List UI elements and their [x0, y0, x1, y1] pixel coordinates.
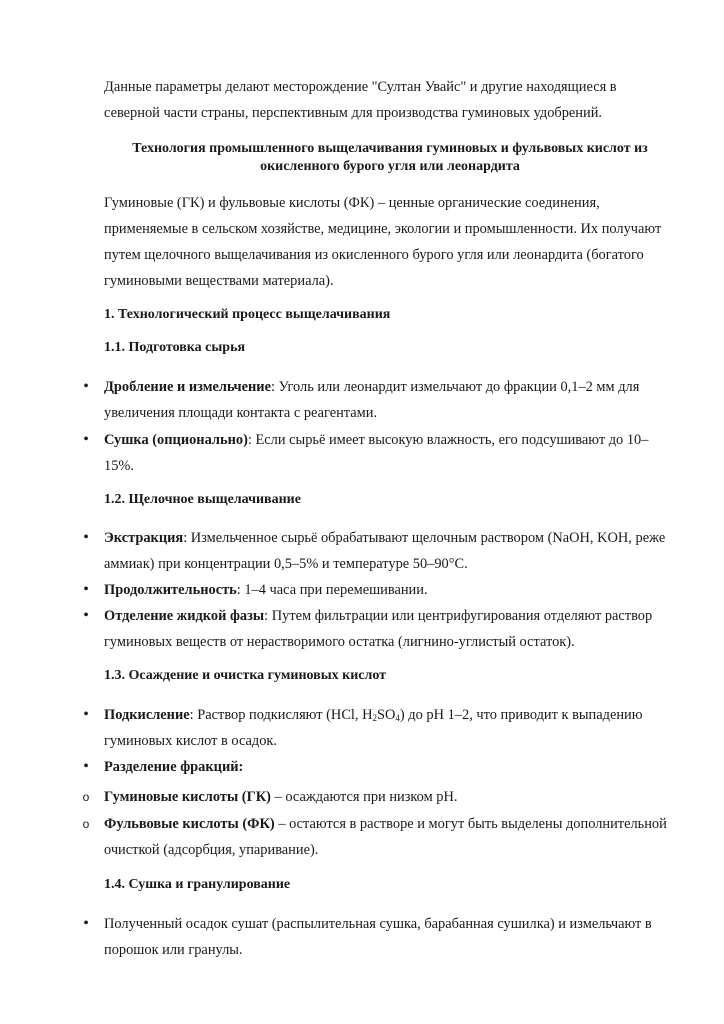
bullet-icon — [79, 603, 93, 630]
list-item — [104, 374, 676, 426]
bullet-icon — [79, 577, 93, 604]
list-item-term: Подкисление — [104, 707, 190, 723]
list-item-text: : Путем фильтрации или центрифугирования отделяют раствор гуминовых веществ от нерастворимого остатка (лигнино-углистый остаток). — [104, 608, 653, 650]
list-item — [104, 525, 676, 577]
list-item — [104, 577, 676, 603]
section-1-3-heading: 1.3. Осаждение и очистка гуминовых кислот — [104, 668, 387, 683]
intro-paragraph: Данные параметры делают месторождение "Султан Увайс" и другие находящиеся в северной части страны, перспективным для производства гуминовых удобрений. — [104, 79, 617, 121]
bullet-icon — [79, 374, 93, 401]
sub-list-item — [104, 784, 676, 810]
list-item-text: – остаются в растворе и могут быть выделены дополнительной очисткой (адсорбция, упаривание). — [104, 816, 667, 858]
bullet-icon — [79, 754, 93, 781]
list-item-text: : Уголь или леонардит измельчают до фракции 0,1–2 мм для увеличения площади контакта с реагентами. — [104, 379, 640, 421]
section-1-4-heading: 1.4. Сушка и гранулирование — [104, 877, 291, 892]
list-item-text: : 1–4 часа при перемешивании. — [236, 582, 428, 598]
list-item-term: Фульвовые кислоты (ФК) — [104, 816, 275, 832]
bullet-icon — [79, 427, 93, 454]
section-1-1-heading: 1.1. Подготовка сырья — [104, 340, 246, 355]
bullet-icon — [79, 525, 93, 552]
title-line-2: окисленного бурого угля или леонардита — [260, 159, 520, 174]
circle-bullet-icon — [79, 811, 93, 838]
circle-bullet-icon — [79, 784, 93, 811]
list-item-term: Гуминовые кислоты (ГК) — [104, 789, 271, 805]
list-item-term: Экстракция — [104, 530, 184, 546]
list-item-text: : Измельченное сырьё обрабатывают щелочным раствором (NaOH, KOH, реже аммиак) при концентрации 0,5–5% и температуре 50–90°C. — [104, 530, 666, 572]
list-item-text: : — [238, 759, 244, 775]
section-1-heading: 1. Технологический процесс выщелачивания — [104, 307, 391, 322]
list-item-term: Дробление и измельчение — [104, 379, 271, 395]
list-item — [104, 603, 676, 655]
list-item: Полученный осадок сушат (распылительная сушка, барабанная сушилка) и измельчают в порошок или гранулы. — [104, 916, 652, 958]
document-title — [104, 140, 676, 176]
list-item-text: – осаждаются при низком pH. — [270, 789, 458, 805]
list-item-term: Сушка (опционально) — [104, 432, 248, 448]
list-item — [104, 702, 676, 754]
list-item-text: : Если сырьё имеет высокую влажность, его подсушивают до 10–15%. — [104, 432, 649, 474]
subscript: 2 — [372, 713, 378, 723]
sub-list-item — [104, 811, 676, 863]
list-item — [104, 754, 676, 780]
section-1-2-heading: 1.2. Щелочное выщелачивание — [104, 492, 301, 507]
intro-description-paragraph: Гуминовые (ГК) и фульвовые кислоты (ФК) – ценные органические соединения, применяемые в сельском хозяйстве, медицине, экологии и промышленности. Их получают путем щелочного выщелачивания из окисленного бурого угля или леонардита (богатого гуминовыми веществами материала). — [104, 195, 662, 289]
list-item-text: : Раствор подкисляют (HCl, H — [189, 707, 373, 723]
list-item — [104, 427, 676, 479]
list-item-term: Продолжительность — [104, 582, 237, 598]
bullet-icon — [79, 911, 93, 938]
list-item-text: SO — [377, 707, 396, 723]
bullet-icon — [79, 702, 93, 729]
list-item-term: Отделение жидкой фазы — [104, 608, 265, 624]
title-line-1: Технология промышленного выщелачивания гуминовых и фульвовых кислот из — [132, 141, 648, 156]
list-item-term: Разделение фракций — [104, 759, 239, 775]
subscript: 4 — [395, 713, 400, 723]
list-item-text: ) до pH 1–2, что приводит к выпадению гуминовых кислот в осадок. — [104, 707, 643, 749]
